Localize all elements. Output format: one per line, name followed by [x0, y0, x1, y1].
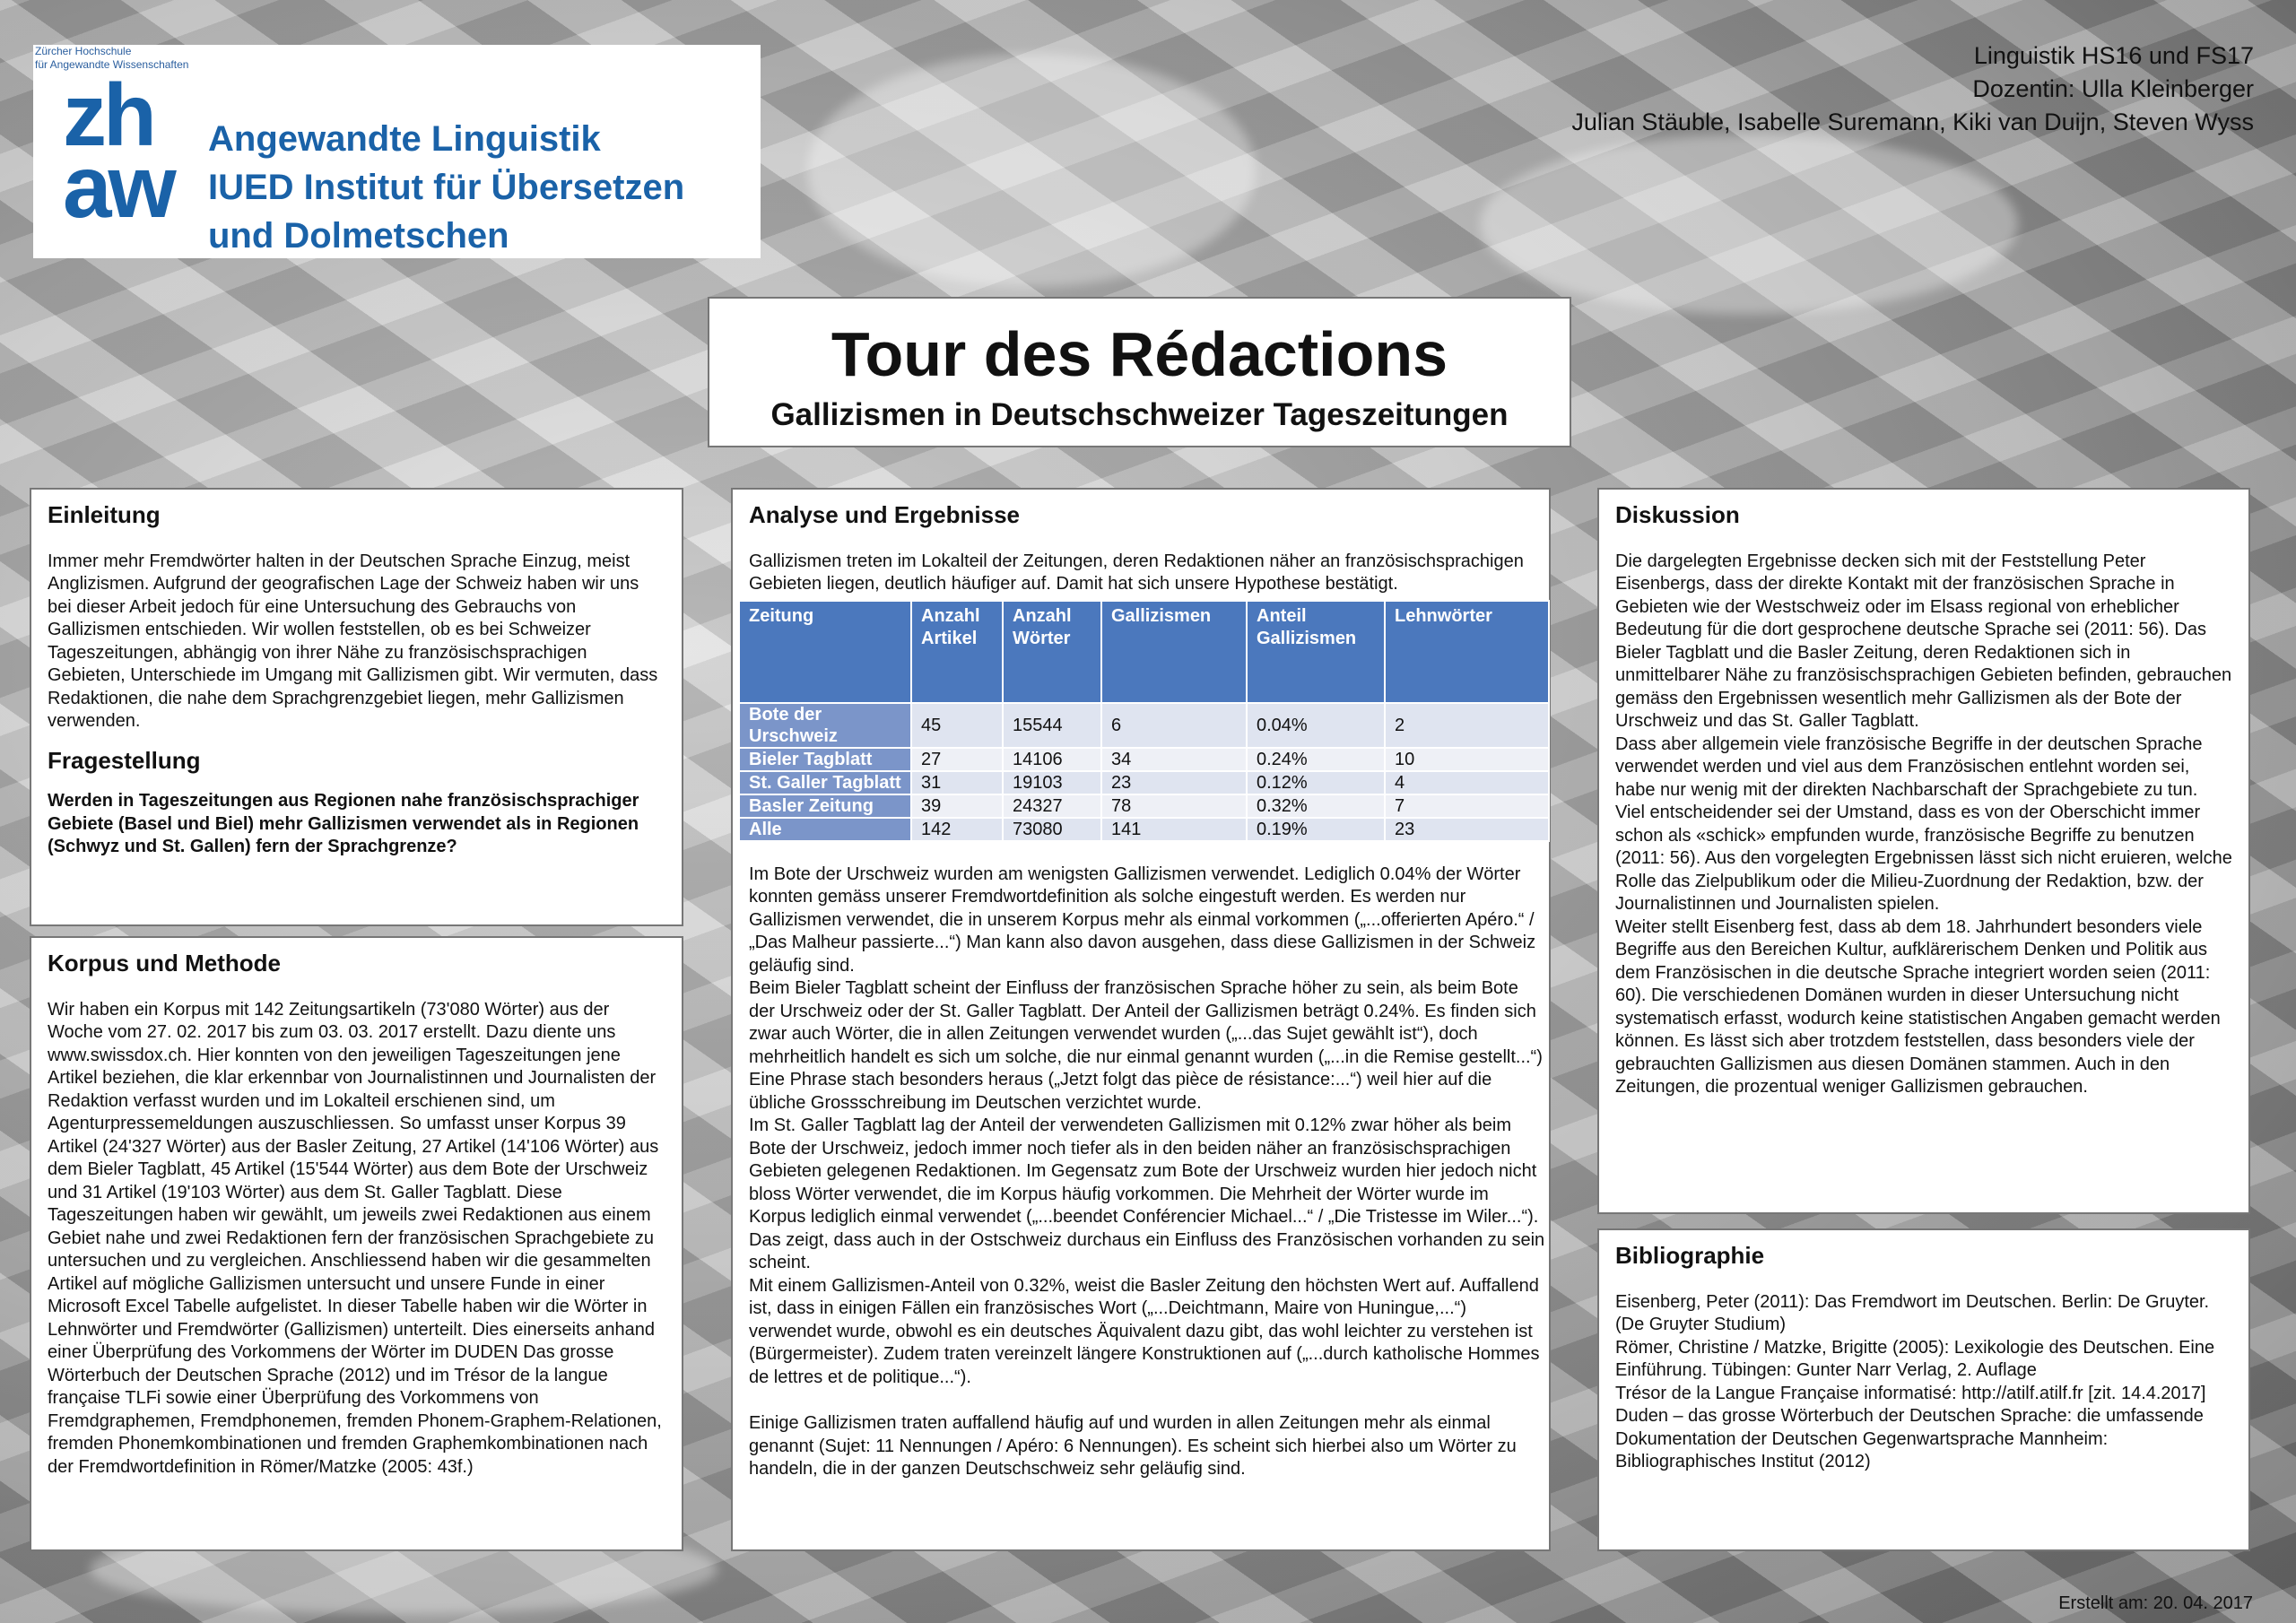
- korpus-panel: [30, 936, 683, 1551]
- logo-small-text: Zürcher Hochschule für Angewandte Wissenschaften: [35, 45, 189, 71]
- column-header: Lehnwörter: [1385, 601, 1549, 703]
- created-date: Erstellt am: 20. 04. 2017: [2058, 1593, 2253, 1613]
- table-cell: Basler Zeitung: [739, 794, 911, 818]
- analyse-paragraph: Einige Gallizismen traten auffallend häufig auf und wurden in allen Zeitungen mehr als einmal genannt (Sujet: 11 Nennungen / Apéro: 6 Nennungen). Es scheint sich hierbei also um Wörter zu handeln, die in der ganzen Deutschschweiz sehr geläufig sind.: [749, 1413, 1517, 1479]
- zhaw-logo: [33, 45, 761, 258]
- table-cell: 0.32%: [1247, 794, 1385, 818]
- poster-meta: [1571, 39, 2254, 139]
- diskussion-paragraph: Viel entscheidender sei der Umstand, dass es von der Oberschicht immer schon als «schick» empfunden wurde, französische Begriffe zu benutzen (2011: 56). Aus den vorgelegten Ergebnissen lässt sich nicht eruieren, welche Rolle das Zielpublikum oder die Milieu-Zuordnung der Redaktion, bzw. der Journalistinnen und Journalisten spielen.: [1615, 803, 2232, 914]
- einleitung-heading: Einleitung: [48, 501, 161, 528]
- table-cell: 2: [1385, 703, 1549, 748]
- diskussion-paragraph: Die dargelegten Ergebnisse decken sich mit der Feststellung Peter Eisenbergs, dass der direkte Kontakt mit der französischen Sprache in Gebieten wie der Westschweiz oder im Elsass regional von erheblicher Bedeutung für die dort gesprochene deutsche Sprache sei (2011: 56). Das Bieler Tagblatt und die Basler Zeitung, deren Redaktionen sich in unmittelbarer Nähe zu französischsprachigen Gebieten befinden, gebrauchen gemäss den Ergebnissen wesentlich mehr Gallizismen als der Bote der Urschweiz und das St. Galler Tagblatt.: [1615, 551, 2232, 731]
- table-cell: 0.12%: [1247, 771, 1385, 794]
- course-label: Linguistik HS16 und FS17: [1973, 42, 2254, 69]
- logo-lines: Angewandte Linguistik IUED Institut für Übersetzen und Dolmetschen: [208, 119, 685, 256]
- bibliographie-panel: [1597, 1228, 2250, 1551]
- analyse-heading: Analyse und Ergebnisse: [749, 501, 1020, 528]
- table-cell: Bieler Tagblatt: [739, 748, 911, 771]
- table-cell: St. Galler Tagblatt: [739, 771, 911, 794]
- lecturer-label: Dozentin: Ulla Kleinberger: [1972, 75, 2254, 102]
- column-header: Gallizismen: [1101, 601, 1247, 703]
- bibliography-entry: Trésor de la Langue Française informatisé: http://atilf.atilf.fr [zit. 14.4.2017]: [1615, 1383, 2206, 1403]
- table-cell: 0.24%: [1247, 748, 1385, 771]
- table-row: [739, 771, 1549, 794]
- diskussion-paragraph: Dass aber allgemein viele französische Begriffe in der deutschen Sprache verwendet werden und viel aus dem Französischen entlehnt worden sei, habe nur wenig mit der direkten Nachbarschaft der Sprachgebiete zu tun.: [1615, 733, 2203, 800]
- column-header: Anzahl Artikel: [911, 601, 1003, 703]
- analyse-paragraph: Im St. Galler Tagblatt lag der Anteil der verwendeten Gallizismen mit 0.12% zwar höher als beim Bote der Urschweiz, jedoch immer noch tiefer als in den beiden näher an französischsprachigen Gebieten gelegenen Redaktionen. Im Gegensatz zum Bote der Urschweiz wurden hier jedoch nicht bloss Wörter verwendet, die im Korpus häufig vorkommen. Die Mehrheit der Wörter wurde im Korpus lediglich einmal verwendet („...beendet Conférencier Michael...“ / „Die Tristesse im Wiler...“). Das zeigt, dass auch in der Ostschweiz durchaus ein Einfluss des Französischen vorhanden zu sein scheint.: [749, 1115, 1545, 1272]
- bibliographie-heading: Bibliographie: [1615, 1242, 1765, 1269]
- diskussion-panel: [1597, 488, 2250, 1214]
- table-cell: 15544: [1003, 703, 1101, 748]
- table-cell: 39: [911, 794, 1003, 818]
- title-box: [708, 297, 1571, 447]
- table-cell: 19103: [1003, 771, 1101, 794]
- fragestellung-text: Werden in Tageszeitungen aus Regionen nahe französischsprachiger Gebiete (Basel und Biel) mehr Gallizismen verwendet als in Regionen (Schwyz und St. Gallen) fern der Sprachgrenze?: [48, 791, 639, 856]
- results-table: [738, 600, 1550, 842]
- table-cell: 142: [911, 818, 1003, 841]
- table-cell: 27: [911, 748, 1003, 771]
- table-header-row: [739, 601, 1549, 703]
- table-row: [739, 818, 1549, 841]
- table-cell: 23: [1101, 771, 1247, 794]
- table-cell: 7: [1385, 794, 1549, 818]
- page-title: Tour des Rédactions: [831, 319, 1448, 389]
- analyse-intro: Gallizismen treten im Lokalteil der Zeitungen, deren Redaktionen näher an französischsprachigen Gebieten liegen, deutlich häufiger auf. Damit hat sich unsere Hypothese bestätigt.: [749, 551, 1524, 594]
- column-header: Zeitung: [739, 601, 911, 703]
- column-header: Anzahl Wörter: [1003, 601, 1101, 703]
- einleitung-text: Immer mehr Fremdwörter halten in der Deutschen Sprache Einzug, meist Anglizismen. Aufgrund der geografischen Lage der Schweiz haben wir uns bei dieser Arbeit jedoch für eine Untersuchung des Gebrauchs von Gallizismen entschieden. Wir wollen feststellen, ob es bei Schweizer Tageszeitungen, abhängig von ihrer Nähe zu französischsprachigen Gebieten, Unterschiede im Umgang mit Gallizismen gibt. Wir vermuten, dass Redaktionen, die nahe dem Sprachgrenzgebiet liegen, mehr Gallizismen verwenden.: [48, 551, 658, 731]
- table-cell: 141: [1101, 818, 1247, 841]
- table-cell: 24327: [1003, 794, 1101, 818]
- table-cell: 73080: [1003, 818, 1101, 841]
- analyse-panel: [731, 488, 1551, 1551]
- page-subtitle: Gallizismen in Deutschschweizer Tageszeitungen: [770, 397, 1509, 432]
- fragestellung-heading: Fragestellung: [48, 746, 201, 774]
- table-row: [739, 703, 1549, 748]
- table-cell: Bote der Urschweiz: [739, 703, 911, 748]
- korpus-heading: Korpus und Methode: [48, 950, 281, 976]
- bibliography-entry: Duden – das grosse Wörterbuch der Deutschen Sprache: die umfassende Dokumentation der Deutschen Gegenwartsprache Mannheim: Bibliographisches Institut (2012): [1615, 1406, 2204, 1471]
- table-row: [739, 748, 1549, 771]
- table-cell: 10: [1385, 748, 1549, 771]
- table-cell: 45: [911, 703, 1003, 748]
- analyse-paragraph: Beim Bieler Tagblatt scheint der Einfluss der französischen Sprache höher zu sein, als beim Bote der Urschweiz oder der St. Galler Tagblatt. Der Anteil der Gallizismen beträgt 0.24%. Es finden sich zwar auch Wörter, die in allen Zeitungen verwendet wurden („...das Sujet gewählt ist“), doch mehrheitlich handelt es sich um solche, die nur einmal genannt wurden („...in die Remise gestellt...“) Eine Phrase stach besonders heraus („Jetzt folgt das pièce de résistance:...“) weil hier auf die übliche Grossschreibung im Deutschen verzichtet wurde.: [749, 978, 1543, 1113]
- table-cell: 31: [911, 771, 1003, 794]
- analyse-paragraph: Mit einem Gallizismen-Anteil von 0.32%, weist die Basler Zeitung den höchsten Wert auf. Auffallend ist, dass in einigen Fällen ein französisches Wort („...Deichtmann, Maire von Huningue,...“) verwendet wurde, obwohl es ein deutsches Äquivalent dazu gibt, das wohl leichter zu verstehen ist (Bürgermeister). Zudem traten vereinzelt längere Konstruktionen auf („...durch katholische Hommes de lettres et de politique...“).: [749, 1275, 1540, 1387]
- diskussion-paragraph: Weiter stellt Eisenberg fest, dass ab dem 18. Jahrhundert besonders viele Begriffe aus den Bereichen Kultur, aufklärerischem Denken und Politik aus dem Französischen in die deutsche Sprache integriert worden seien (2011: 60). Die verschiedenen Domänen wurden in dieser Untersuchung nicht systematisch erfasst, wodurch keine statistischen Angaben gemacht werden können. Es lässt sich aber trotzdem feststellen, dass besonders viele der gebrauchten Gallizismen aus diesen Domänen stammen. Auch in den Zeitungen, die prozentual weniger Gallizismen gebrauchen.: [1615, 916, 2221, 1097]
- table-cell: 14106: [1003, 748, 1101, 771]
- table-cell: 78: [1101, 794, 1247, 818]
- authors-label: Julian Stäuble, Isabelle Suremann, Kiki van Duijn, Steven Wyss: [1571, 108, 2254, 135]
- analyse-paragraph: Im Bote der Urschweiz wurden am wenigsten Gallizismen verwendet. Lediglich 0.04% der Wörter konnten gemäss unserer Fremdwortdefinition als solche eingestuft werden. Es werden nur Gallizismen verwendet, die in unserem Korpus mehr als einmal vorkommen („...offerierten Apéro.“ / „Das Malheur passierte...“) Man kann also davon ausgehen, dass diese Gallizismen in der Schweiz geläufig sind.: [749, 864, 1536, 976]
- korpus-text: Wir haben ein Korpus mit 142 Zeitungsartikeln (73'080 Wörter) aus der Woche vom 27. 02. 2017 bis zum 03. 03. 2017 erstellt. Dazu diente uns www.swissdox.ch. Hier konnten von den jeweiligen Tageszeitungen jene Artikel beziehen, die klar erkennbar von Journalistinnen und Journalisten der Redaktion verfasst wurden und im Lokalteil erschienen sind, um Agenturpressemeldungen auszuschliessen. So umfasst unser Korpus 39 Artikel (24'327 Wörter) aus der Basler Zeitung, 27 Artikel (14'106 Wörter) aus dem Bieler Tagblatt, 45 Artikel (15'544 Wörter) aus dem Bote der Urschweiz und 31 Artikel (19'103 Wörter) aus dem St. Galler Tagblatt. Diese Tageszeitungen haben wir gewählt, um jeweils zwei Redaktionen aus einem Gebiet nahe und zwei Redaktionen fern der französischen Sprachgebiete zu untersuchen und zu vergleichen. Anschliessend haben wir die gesammelten Artikel auf mögliche Gallizismen untersucht und unsere Funde in einer Microsoft Excel Tabelle aufgelistet. In dieser Tabelle haben wir die Wörter in Lehnwörter und Fremdwörter (Gallizismen) unterteilt. Dies einerseits anhand einer Überprüfung des Vorkommens der Wörter im DUDEN Das grosse Wörterbuch der Deutschen Sprache (2012) und im Trésor de la langue française TLFi sowie einer Überprüfung des Vorkommens von Fremdgraphemen, Fremdphonemen, fremden Phonem-Graphem-Relationen, fremden Phonemkombinationen und fremden Graphemkombinationen nach der Fremdwortdefinition in Römer/Matzke (2005: 43f.): [48, 999, 662, 1477]
- bibliography-entry: Eisenberg, Peter (2011): Das Fremdwort im Deutschen. Berlin: De Gruyter. (De Gruyter Studium): [1615, 1291, 2210, 1334]
- table-cell: 6: [1101, 703, 1247, 748]
- bibliography-entry: Römer, Christine / Matzke, Brigitte (2005): Lexikologie des Deutschen. Eine Einführung. Tübingen: Gunter Narr Verlag, 2. Auflage: [1615, 1337, 2215, 1380]
- table-cell: 34: [1101, 748, 1247, 771]
- einleitung-panel: [30, 488, 683, 926]
- diskussion-heading: Diskussion: [1615, 501, 1740, 528]
- table-cell: 4: [1385, 771, 1549, 794]
- table-cell: Alle: [739, 818, 911, 841]
- table-cell: 23: [1385, 818, 1549, 841]
- table-cell: 0.19%: [1247, 818, 1385, 841]
- logo-mark: zh aw: [63, 65, 173, 236]
- table-cell: 0.04%: [1247, 703, 1385, 748]
- column-header: Anteil Gallizismen: [1247, 601, 1385, 703]
- table-row: [739, 794, 1549, 818]
